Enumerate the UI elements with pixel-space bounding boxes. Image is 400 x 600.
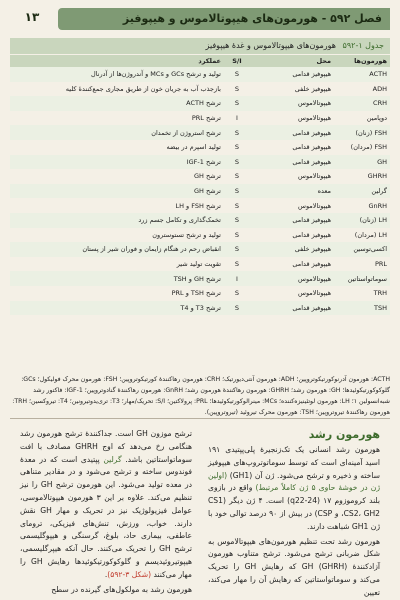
effect-cell: I bbox=[224, 271, 250, 286]
location-cell: هیپوتالاموس bbox=[298, 172, 331, 181]
table-header-row bbox=[10, 55, 390, 67]
location-cell: هیپوفیز خلفی bbox=[294, 84, 331, 93]
chapter-title: فصل ۵۹۲ - هورمون‌های هیپوتالاموس و هیپوفیز bbox=[122, 12, 382, 25]
section-heading: هورمون رشد bbox=[308, 428, 380, 441]
table-row bbox=[10, 125, 390, 140]
location-cell: هیپوتالاموس bbox=[298, 201, 331, 210]
location-cell: هیپوفیز قدامی bbox=[250, 301, 334, 316]
text: هورمون رشد انسانی یک تک‌زنجیرهٔ پلی‌پپتیدی ۱۹۱ اسید آمینه‌ای است که توسط سوماتوتروپ‌های هیپوفیز ساخته و ذخیره و ترشح می‌شود. ژن آن (GH1) bbox=[208, 445, 380, 480]
location-cell: هیپوتالاموس bbox=[250, 96, 334, 111]
function-cell: انقباض رحم در هنگام زایمان و فوران شیر از پستان bbox=[10, 242, 224, 257]
function-cell: ترشح GH bbox=[193, 172, 221, 181]
location-cell: هیپوفیز قدامی bbox=[250, 155, 334, 170]
hormone-cell: GnRH bbox=[368, 201, 387, 210]
table-row bbox=[10, 213, 390, 228]
hormone-cell: TRH bbox=[373, 289, 387, 298]
table-row bbox=[10, 169, 390, 184]
paragraph bbox=[208, 444, 380, 534]
figure-reference-link[interactable]: (شکل ۳-۵۹۲) bbox=[107, 569, 152, 579]
hormone-cell: CRH bbox=[334, 96, 390, 111]
function-cell: تولید اسپرم در بیضه bbox=[166, 143, 221, 152]
effect-cell: S bbox=[224, 155, 250, 170]
hormone-cell: گرلین bbox=[334, 184, 390, 199]
hormone-cell: PRL bbox=[374, 260, 387, 269]
column-header: S/I bbox=[224, 55, 250, 67]
hormone-cell: FSH (زنان) bbox=[334, 125, 390, 140]
effect-cell: S bbox=[234, 84, 240, 93]
hormone-cell: LH (مردان) bbox=[354, 230, 387, 239]
hormone-cell: ADH bbox=[372, 84, 387, 93]
function-cell: تولید و ترشح GCs و MCs و آندروژن‌ها از آدرنال bbox=[10, 67, 224, 82]
location-cell: هیپوتالاموس bbox=[298, 114, 331, 123]
text-column-left bbox=[20, 428, 192, 596]
effect-cell: S bbox=[234, 260, 240, 269]
effect-cell: S bbox=[234, 143, 240, 152]
effect-cell: S bbox=[224, 213, 250, 228]
text-column-right bbox=[208, 444, 380, 600]
table-caption-text: هورمون‌های هیپوتالاموس و غدهٔ هیپوفیز bbox=[205, 41, 336, 50]
effect-cell: S bbox=[234, 172, 240, 181]
function-cell: ترشح FSH و LH bbox=[175, 201, 221, 210]
header-bar bbox=[58, 8, 390, 30]
effect-cell: S bbox=[224, 242, 250, 257]
table-row bbox=[10, 184, 390, 199]
effect-cell: S bbox=[234, 201, 240, 210]
table-row bbox=[10, 96, 390, 111]
table-caption bbox=[10, 38, 390, 54]
effect-cell: S bbox=[224, 301, 250, 316]
hormone-cell: TSH bbox=[334, 301, 390, 316]
effect-cell: S bbox=[224, 96, 250, 111]
function-cell: ترشح استروژن از تخمدان bbox=[10, 125, 224, 140]
table-row bbox=[10, 257, 390, 272]
table-number: جدول ۱-۵۹۲ bbox=[342, 41, 384, 50]
effect-cell: S bbox=[224, 184, 250, 199]
column-header: هورمون‌ها bbox=[334, 55, 390, 67]
table-row bbox=[10, 286, 390, 301]
hormone-cell: FSH (مردان) bbox=[350, 143, 387, 152]
page-header bbox=[10, 8, 390, 32]
table-row bbox=[10, 140, 390, 155]
function-cell: تخمک‌گذاری و تکامل جسم زرد bbox=[10, 213, 224, 228]
function-cell: ترشح GH و TSH bbox=[10, 271, 224, 286]
text: پپتیدی است که در معدهٔ فوندوس ساخته و ترشح می‌شود و در مقادیر متناهی در معده تولید می‌شود. این هورمون ترشح GH را نیز تنظیم می‌کند. علاوه بر این ۳ هورمون هیپوتالاموسی، عوامل فیزیولوژیک نیز در تحریک و مهار GH نقش دارند. خواب، ورزش، تنش‌های فیزیکی، ترومای عاطفی، بیماری حاد، بلوغ، گرسنگی و هیپوگلیسمی ترشح GH را تحریک می‌کنند. حال آنکه هیپرگلیسمی، هیپوتیروئیدیسم و گلوکوکورتیکوئیدها رهایش GH را مهار می‌کنند bbox=[20, 454, 193, 579]
table-row bbox=[10, 155, 390, 170]
column-header: عملکرد bbox=[10, 55, 224, 67]
function-cell: ترشح IGF-1 bbox=[10, 155, 224, 170]
effect-cell: S bbox=[224, 67, 250, 82]
paragraph: هورمون رشد تحت تنظیم هورمون‌های هیپوتالاموس به شکل ضربانی ترشح می‌شود. ترشح متناوب هورمون آزادکنندهٔ GH (GHRH) که رهایش GH را تحریک می‌کند و سوماتواستاتین که رهایش آن را مهار می‌کند، تعیین bbox=[208, 536, 380, 597]
location-cell: هیپوفیز قدامی bbox=[250, 67, 334, 82]
text: ترشح موزون GH است. جداکنندهٔ ترشح هورمون رشد هنگامی رخ می‌دهد که اوج GHRH مصادف با افت سوماتواستاتین باشد. bbox=[20, 429, 192, 464]
hormone-cell: GH bbox=[334, 155, 390, 170]
column-header: محل bbox=[250, 55, 334, 67]
hormone-table bbox=[10, 55, 390, 315]
hormone-cell: LH (زنان) bbox=[334, 213, 390, 228]
effect-cell: S bbox=[234, 289, 240, 298]
function-cell: ترشح TSH و PRL bbox=[171, 289, 221, 298]
effect-cell: S bbox=[224, 125, 250, 140]
location-cell: معده bbox=[250, 184, 334, 199]
function-cell: ترشح PRL bbox=[191, 114, 221, 123]
location-cell: هیپوفیز قدامی bbox=[292, 260, 331, 269]
function-cell: تقویت تولید شیر bbox=[176, 260, 221, 269]
location-cell: هیپوتالاموس bbox=[250, 271, 334, 286]
table-row bbox=[10, 301, 390, 316]
hormone-cell: GHRH bbox=[367, 172, 387, 181]
function-cell: ترشح ACTH bbox=[10, 96, 224, 111]
table-row bbox=[10, 67, 390, 82]
hormone-cell: اکسی‌توسین bbox=[334, 242, 390, 257]
page-number: ۱۳ bbox=[24, 10, 40, 24]
table-row bbox=[10, 198, 390, 213]
table-body bbox=[10, 67, 390, 315]
hormone-cell: سوماتواستاتین bbox=[334, 271, 390, 286]
text: واقع در بازوی بلند کروموزوم ۱۷ (q22-24) است. ۴ ژن دیگر (CS1 ،CS2، GH2 و CSP) در بیش از ۹۰ درصد توالی خود با ژن GH1 شباهت دارند. bbox=[208, 483, 381, 531]
function-cell: ترشح GH bbox=[10, 184, 224, 199]
hormone-cell: ACTH bbox=[334, 67, 390, 82]
table-row bbox=[10, 271, 390, 286]
location-cell: هیپوتالاموس bbox=[298, 289, 331, 298]
table-row bbox=[10, 111, 390, 126]
paragraph bbox=[20, 428, 192, 582]
function-cell: ترشح T3 و T4 bbox=[10, 301, 224, 316]
location-cell: هیپوفیز قدامی bbox=[250, 125, 334, 140]
function-cell: تولید و ترشح تستوسترون bbox=[152, 230, 221, 239]
table-row bbox=[10, 82, 390, 97]
location-cell: هیپوفیز قدامی bbox=[292, 230, 331, 239]
text: . bbox=[104, 569, 108, 579]
table-footnote: ACTH: هورمون آدرنوکورتیکوتروپین؛ ADH: هورمون آنتی‌دیورتیک؛ CRH: هورمون رهاکنندهٔ کورتیکوتروپین؛ FSH: هورمون محرک فولیکول؛ GCs: گلوکوکورتیکوئیدها؛ GH: هورمون رشد؛ GHRH: هورمون رهاکنندهٔ هورمون رشد؛ GnRH: هورمون رهاکنندهٔ گنادوتروپین؛ IGF-1: فاکتور رشد شبه‌انسولین ۱؛ LH: هورمون لوتئینیزه‌کننده؛ MCs: مینرالوکورتیکوئیدها؛ PRL: پرولاکتین؛ S/I: تحریک/مهار؛ T3: تری‌یدوتیرونین؛ T4: تیروکسین؛ TRH: هورمون رهاکنندهٔ تیروتروپین؛ TSH: هورمون محرک تیروئید (تیروتروپین). bbox=[12, 376, 390, 416]
highlighted-text: گرلین bbox=[103, 454, 122, 464]
divider bbox=[10, 418, 390, 419]
table-row bbox=[10, 242, 390, 257]
table-row bbox=[10, 228, 390, 243]
paragraph: هورمون رشد به مولکول‌های گیرنده در سطح bbox=[51, 584, 192, 594]
function-cell: بازجذب آب به جریان خون از طریق مجاری جمع‌کنندهٔ کلیه bbox=[65, 84, 221, 93]
location-cell: هیپوفیز قدامی bbox=[250, 213, 334, 228]
location-cell: هیپوفیز خلفی bbox=[250, 242, 334, 257]
effect-cell: S bbox=[234, 230, 240, 239]
location-cell: هیپوفیز قدامی bbox=[292, 143, 331, 152]
hormone-cell: دوپامین bbox=[366, 114, 387, 123]
effect-cell: I bbox=[236, 114, 238, 123]
highlighted-text: (اولین ژن در خوشهٔ حاوی ۵ ژن کاملاً مرتبط) bbox=[208, 470, 380, 493]
